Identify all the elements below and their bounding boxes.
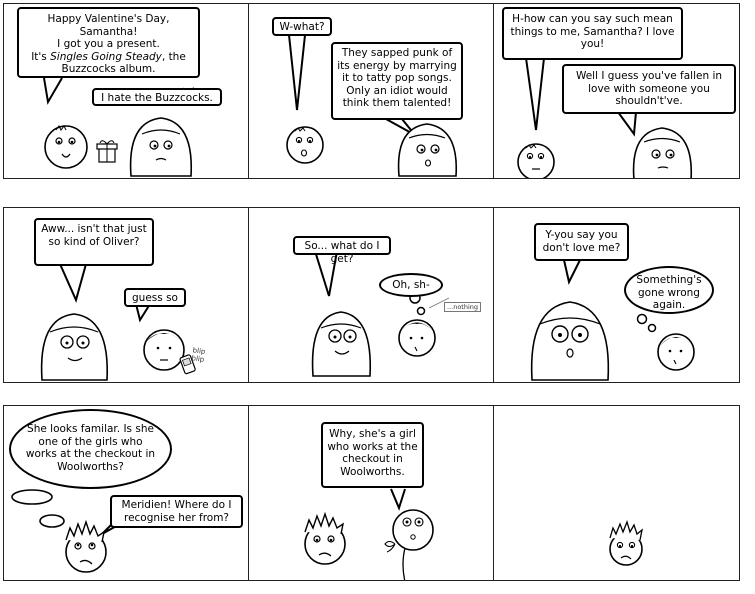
speech-bubble-girl-what-get: So... what do I get? xyxy=(293,236,391,255)
boy-character xyxy=(45,126,87,168)
thought-bubble-boy: Oh, sh- xyxy=(379,273,443,297)
speech-bubble-boy-what: W-what? xyxy=(272,17,332,36)
balloon-girl-character xyxy=(385,510,433,581)
boy-character xyxy=(658,334,694,370)
thought-bubble-boy: Something's gone wrong again. xyxy=(624,266,714,314)
speech-bubble-boy-present xyxy=(17,7,200,78)
boy-character xyxy=(610,522,642,565)
panel-3 xyxy=(493,3,740,179)
bubble-line: Buzzcocks album. xyxy=(61,63,156,75)
panel-5-art xyxy=(249,208,495,383)
bubble-line: I got you a present. xyxy=(57,38,160,50)
speech-bubble-boy-guess: guess so xyxy=(124,288,186,307)
bubble-line xyxy=(23,51,194,64)
speech-bubble-girl-checkout: Why, she's a girl who works at the checkout in Woolworths. xyxy=(321,422,424,488)
speech-bubble-girl-rant: They sapped punk of its energy by marrying it to tatty pop songs. Only an idiot would think them talented! xyxy=(331,42,463,120)
thought-bubble-boy: She looks familar. Is she one of the girls who works at the checkout in Woolworths? xyxy=(9,409,172,489)
nothing-label: ...nothing xyxy=(444,302,481,312)
girl-character xyxy=(313,312,371,376)
panel-6 xyxy=(493,207,740,383)
speech-bubble-girl-aww: Aww... isn't that just so kind of Oliver? xyxy=(34,218,154,266)
boy-character xyxy=(305,514,345,564)
boy-character xyxy=(399,320,435,356)
phone-sound-effect: blip blip xyxy=(191,346,206,364)
panel-7 xyxy=(3,405,250,581)
album-title: Singles Going Steady xyxy=(50,50,162,63)
panel-8 xyxy=(248,405,495,581)
speech-bubble-boy-meridien: Meridien! Where do I recognise her from? xyxy=(110,495,243,528)
bubble-text: It's xyxy=(31,50,51,63)
bubble-line: Happy Valentine's Day, Samantha! xyxy=(47,13,170,38)
speech-bubble-boy-love: H-how can you say such mean things to me, Samantha? I love you! xyxy=(502,7,683,60)
panel-4 xyxy=(3,207,250,383)
girl-character xyxy=(131,118,192,176)
boy-character xyxy=(66,522,106,572)
speech-bubble-girl-shouldnt: Well I guess you've fallen in love with someone you shouldn't've. xyxy=(562,64,736,114)
girl-character xyxy=(42,314,108,380)
boy-character xyxy=(518,144,554,179)
boy-character xyxy=(144,330,184,370)
gift-icon xyxy=(97,141,117,162)
panel-9-art xyxy=(494,406,740,581)
boy-character xyxy=(287,127,323,163)
bubble-text: , the xyxy=(161,50,186,63)
panel-2 xyxy=(248,3,495,179)
girl-character xyxy=(634,128,692,179)
speech-bubble-girl-hate: I hate the Buzzcocks. xyxy=(92,88,222,106)
speech-bubble-girl-love-me: Y-you say you don't love me? xyxy=(534,223,629,261)
panel-9 xyxy=(493,405,740,581)
panel-1 xyxy=(3,3,250,179)
girl-character xyxy=(532,302,609,380)
panel-5 xyxy=(248,207,495,383)
